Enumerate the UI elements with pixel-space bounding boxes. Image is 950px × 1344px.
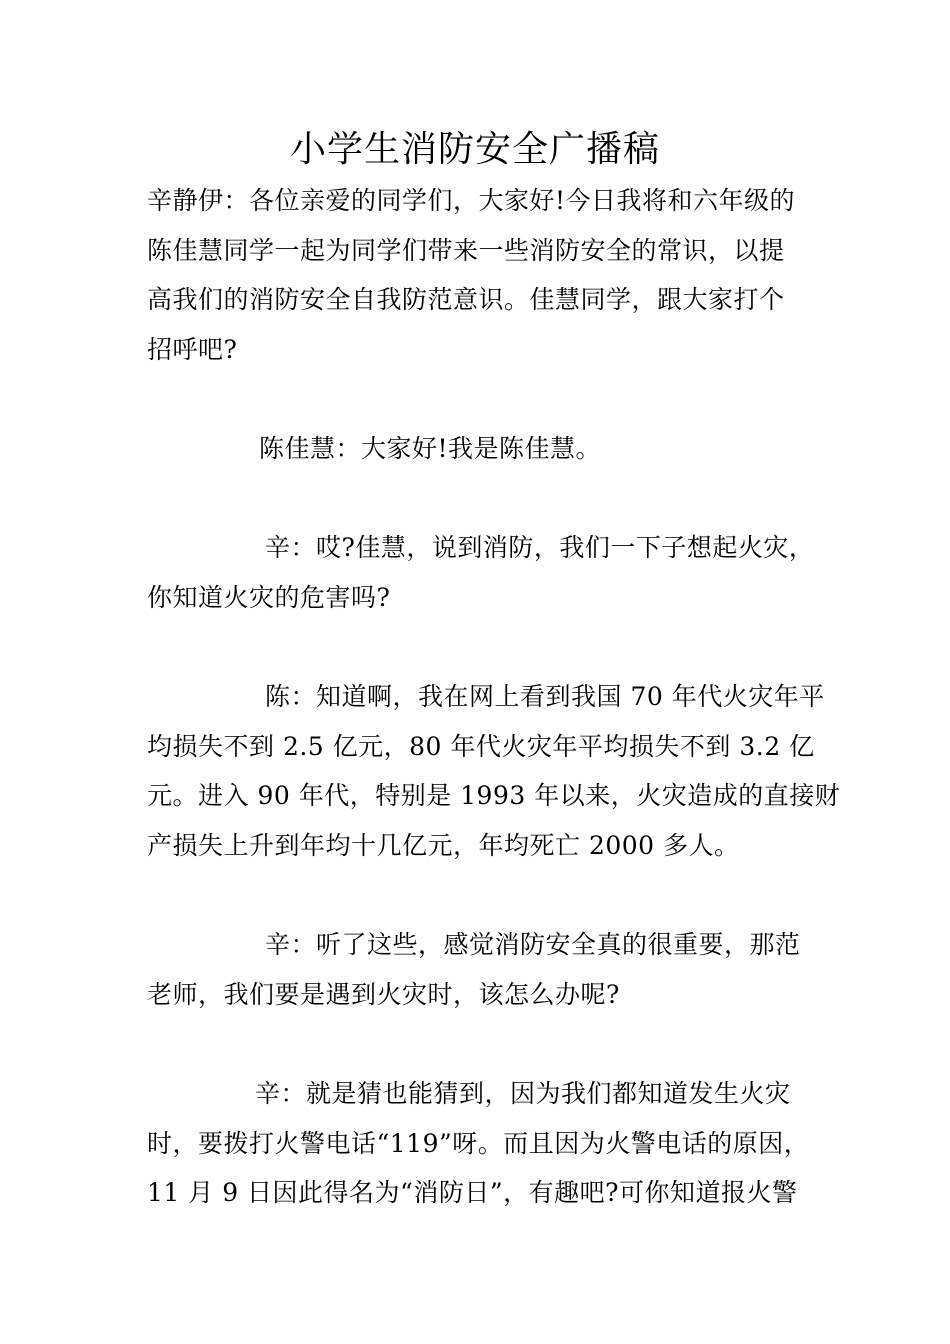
text-line: 产损失上升到年均十几亿元，年均死亡 2000 多人。 [147,830,740,860]
document-title: 小学生消防安全广播稿 [289,129,660,170]
text-line: 辛：听了这些，感觉消防安全真的很重要，那范 [265,930,801,959]
text-line: 元。进入 90 年代，特别是 1993 年以来，火灾造成的直接财 [147,781,841,810]
text-line: 辛：就是猜也能猜到，因为我们都知道发生火灾 [255,1079,791,1108]
text-line: 11 月 9 日因此得名为“消防日”，有趣吧?可你知道报火警 [147,1178,798,1207]
text-line: 陈佳慧同学一起为同学们带来一些消防安全的常识，以提 [147,235,785,265]
text-line: 时，要拨打火警电话“119”呀。而且因为火警电话的原因， [147,1128,810,1158]
text-line: 陈：知道啊，我在网上看到我国 70 年代火灾年平 [265,682,825,711]
text-line: 均损失不到 2.5 亿元，80 年代火灾年平均损失不到 3.2 亿 [147,731,815,761]
text-line: 老师，我们要是遇到火灾时，该怎么办呢? [147,979,620,1009]
paragraph-intro [147,176,837,374]
text-line: 你知道火灾的危害吗? [147,582,391,612]
text-line: 高我们的消防安全自我防范意识。佳慧同学，跟大家打个 [147,285,785,314]
paragraph-xin-119 [147,1069,837,1218]
paragraph-chen-greeting [147,424,837,474]
paragraph-xin-followup [147,920,837,1019]
text-line: 招呼吧? [147,334,238,364]
text-line: 陈佳慧：大家好!我是陈佳慧。 [259,434,602,463]
paragraph-xin-question [147,523,837,622]
text-line: 辛静伊：各位亲爱的同学们，大家好!今日我将和六年级的 [147,186,796,215]
text-line: 辛：哎?佳慧，说到消防，我们一下子想起火灾， [265,533,815,562]
paragraph-chen-statistics [147,672,841,870]
